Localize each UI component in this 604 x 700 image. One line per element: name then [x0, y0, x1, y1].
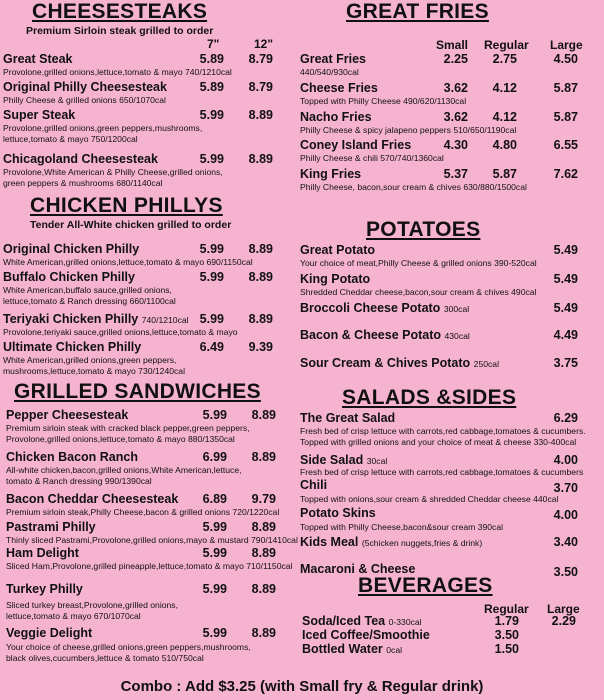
price-regular: 1.50 — [494, 642, 519, 656]
item-name — [300, 535, 482, 549]
item-description: Sliced turkey breast,Provolone,grilled onions, — [6, 600, 178, 610]
item-name: Pepper Cheesesteak — [6, 408, 129, 422]
price-12in: 8.89 — [248, 312, 273, 326]
item-description: Premium sirloin steak,Philly Cheese,bacon & grilled onions 720/1220cal — [6, 507, 280, 517]
item-name-text: Side Salad — [300, 453, 364, 467]
item-description: Shredded Cheddar cheese,bacon,sour cream & chives 490cal — [300, 287, 537, 297]
item-name: Ham Delight — [6, 546, 79, 560]
item-name: Chicagoland Cheesesteak — [3, 152, 158, 166]
size-header-7in: 7" — [207, 37, 220, 51]
price-large: 6.55 — [553, 138, 578, 152]
price-7in: 5.99 — [202, 582, 227, 596]
price-12in: 8.89 — [251, 520, 276, 534]
item-name — [3, 312, 189, 326]
price-7in: 5.99 — [202, 546, 227, 560]
price-regular: 2.75 — [492, 52, 517, 66]
item-name: Turkey Philly — [6, 582, 83, 596]
item-calories: 430cal — [444, 331, 470, 341]
price: 5.49 — [553, 301, 578, 315]
price-large: 7.62 — [553, 167, 578, 181]
price-7in: 5.99 — [199, 242, 224, 256]
item-description: 440/540/930cal — [300, 67, 359, 77]
price-7in: 5.99 — [202, 408, 227, 422]
salads-sides-title: SALADS &SIDES — [342, 386, 517, 409]
price-12in: 8.89 — [248, 108, 273, 122]
item-name-text: Bacon & Cheese Potato — [300, 328, 442, 342]
item-description: lettuce,tomato & mayo 750/1200cal — [3, 134, 138, 144]
price: 3.75 — [553, 356, 578, 370]
item-description: Provolone,teriyaki sauce,grilled onions,lettuce,tomato & mayo — [3, 327, 238, 337]
combo-offer: Combo : Add $3.25 (with Small fry & Regular drink) — [120, 678, 484, 695]
size-header-12in: 12" — [254, 37, 274, 51]
price-12in: 9.79 — [251, 492, 276, 506]
item-description: White American,grilled onions,green peppers, — [3, 355, 177, 365]
item-description: Provolone,grilled onions,lettuce,tomato & mayo 880/1350cal — [6, 434, 235, 444]
grilled-sandwiches-title: GRILLED SANDWICHES — [14, 380, 261, 403]
price-7in: 5.99 — [199, 152, 224, 166]
item-description: lettuce,tomato & Ranch dressing 660/1100cal — [3, 296, 176, 306]
price-7in: 6.99 — [202, 450, 227, 464]
size-header-large: Large — [547, 602, 580, 616]
price-large: 5.87 — [553, 81, 578, 95]
item-name-text: Sour Cream & Chives Potato — [300, 356, 471, 370]
item-description: Philly Cheese & grilled onions 650/1070cal — [3, 95, 166, 105]
item-name-text: Kids Meal — [300, 535, 359, 549]
item-description: lettuce,tomato & mayo 670/1070cal — [6, 611, 141, 621]
price-large: 2.29 — [551, 614, 576, 628]
item-name: Great Potato — [300, 243, 376, 257]
price-regular: 4.80 — [492, 138, 517, 152]
item-description: Sliced Ham,Provolone,grilled pineapple,lettuce,tomato & mayo 710/1150cal — [6, 561, 293, 571]
chicken-phillys-title: CHICKEN PHILLYS — [30, 194, 223, 217]
item-name: King Fries — [300, 167, 362, 181]
item-name-text: Soda/Iced Tea — [302, 614, 386, 628]
item-description: White American,grilled onions,lettuce,tomato & mayo 690/1150cal — [3, 257, 253, 267]
item-description: mushrooms,lettuce,tomato & mayo 730/1240cal — [3, 366, 185, 376]
item-description: tomato & Ranch dressing 990/1390cal — [6, 476, 152, 486]
item-calories: 0-330cal — [388, 617, 422, 627]
item-name: Ultimate Chicken Philly — [3, 340, 142, 354]
potatoes-title: POTATOES — [366, 218, 481, 241]
price: 4.00 — [553, 508, 578, 522]
price-7in: 5.99 — [199, 312, 224, 326]
price-12in: 8.89 — [251, 546, 276, 560]
item-description: Your choice of cheese,grilled onions,green peppers,mushrooms, — [6, 642, 251, 652]
price-12in: 8.89 — [251, 450, 276, 464]
item-name: Super Steak — [3, 108, 76, 122]
item-name — [300, 356, 499, 370]
item-name: Iced Coffee/Smoothie — [302, 628, 430, 642]
size-header-small: Small — [436, 38, 469, 52]
price-regular: 5.87 — [492, 167, 517, 181]
item-description: Topped with Philly Cheese,bacon&sour cream 390cal — [300, 522, 504, 532]
price-12in: 8.89 — [248, 152, 273, 166]
price-7in: 5.89 — [199, 52, 224, 66]
price-regular: 4.12 — [492, 110, 517, 124]
item-name — [300, 301, 469, 315]
item-description: Your choice of meat,Philly Cheese & grilled onions 390-520cal — [300, 258, 537, 268]
item-name: King Potato — [300, 272, 371, 286]
item-name — [302, 614, 422, 628]
item-name-text: Teriyaki Chicken Philly — [3, 312, 139, 326]
size-header-regular: Regular — [484, 602, 529, 616]
item-name: Bacon Cheddar Cheesesteak — [6, 492, 179, 506]
item-name — [300, 453, 387, 467]
item-name: Great Fries — [300, 52, 367, 66]
item-calories: 740/1210cal — [141, 315, 189, 325]
price-small: 3.62 — [443, 110, 468, 124]
item-name — [300, 328, 470, 342]
item-name-text: Broccoli Cheese Potato — [300, 301, 441, 315]
item-description: Philly Cheese, bacon,sour cream & chives 630/880/1500cal — [300, 182, 527, 192]
beverages-title: BEVERAGES — [358, 574, 493, 597]
price-12in: 8.89 — [251, 408, 276, 422]
item-calories: 0cal — [386, 645, 403, 655]
item-description: Philly Cheese & chili 570/740/1360cal — [300, 153, 444, 163]
price-7in: 5.99 — [199, 270, 224, 284]
item-name: Nacho Fries — [300, 110, 372, 124]
item-description: Fresh bed of crisp lettuce with carrots,red cabbage,tomatoes & cucumbers. — [300, 426, 586, 436]
price: 3.50 — [553, 565, 578, 579]
price-12in: 8.89 — [248, 270, 273, 284]
price: 4.00 — [553, 453, 578, 467]
price: 3.70 — [553, 481, 578, 495]
item-calories: 300cal — [443, 304, 470, 314]
price-12in: 8.79 — [248, 80, 273, 94]
price-12in: 8.89 — [251, 582, 276, 596]
item-description: Provolone,grilled onions,lettuce,tomato & mayo 740/1210cal — [3, 67, 232, 77]
price: 3.40 — [553, 535, 578, 549]
size-header-large: Large — [550, 38, 583, 52]
price-large: 4.50 — [553, 52, 578, 66]
item-description: White American,buffalo sauce,grilled onions, — [3, 285, 172, 295]
price-small: 4.30 — [443, 138, 468, 152]
price: 6.29 — [553, 411, 578, 425]
price-7in: 5.99 — [202, 626, 227, 640]
price-12in: 8.79 — [248, 52, 273, 66]
item-description: Topped with onions,sour cream & shredded Cheddar cheese 440cal — [300, 494, 559, 504]
item-description: green peppers & mushrooms 680/1140cal — [3, 178, 163, 188]
item-description: Topped with grilled onions and your choice of meat & cheese 330-400cal — [300, 437, 577, 447]
price-regular: 1.79 — [494, 614, 519, 628]
price-7in: 6.89 — [202, 492, 227, 506]
item-calories: 30cal — [366, 456, 388, 466]
price-7in: 5.99 — [199, 108, 224, 122]
item-name: Macaroni & Cheese — [300, 562, 416, 576]
item-description: Thinly sliced Pastrami,Provolone,grilled onions,mayo & mustard 790/1410cal — [6, 535, 298, 545]
item-description: Premium sirloin steak with cracked black pepper,green peppers, — [6, 423, 250, 433]
item-description: black olives,cucumbers,lettuce & tomato 510/750cal — [6, 653, 204, 663]
price-regular: 3.50 — [494, 628, 519, 642]
size-header-regular: Regular — [484, 38, 529, 52]
item-name: Veggie Delight — [6, 626, 93, 640]
item-description: Provolone,grilled onions,green peppers,mushrooms, — [3, 123, 203, 133]
price: 5.49 — [553, 272, 578, 286]
price: 5.49 — [553, 243, 578, 257]
item-name — [302, 642, 402, 656]
price-small: 2.25 — [443, 52, 468, 66]
price-regular: 4.12 — [492, 81, 517, 95]
item-name: Cheese Fries — [300, 81, 378, 95]
price-7in: 5.89 — [199, 80, 224, 94]
cheesesteaks-title: CHEESESTEAKS — [32, 0, 208, 23]
price-large: 5.87 — [553, 110, 578, 124]
item-name: Original Chicken Philly — [3, 242, 140, 256]
item-calories: 250cal — [473, 359, 499, 369]
item-name: Pastrami Philly — [6, 520, 96, 534]
item-name: The Great Salad — [300, 411, 396, 425]
cheesesteaks-subtitle: Premium Sirloin steak grilled to order — [26, 25, 214, 37]
price-small: 3.62 — [443, 81, 468, 95]
item-description: All-white chicken,bacon,grilled onions,White American,lettuce, — [6, 465, 242, 475]
item-calories: (5chicken nuggets,fries & drink) — [361, 538, 483, 548]
price-7in: 5.99 — [202, 520, 227, 534]
price-7in: 6.49 — [199, 340, 224, 354]
price-12in: 8.89 — [248, 242, 273, 256]
item-name-text: Bottled Water — [302, 642, 383, 656]
price-small: 5.37 — [443, 167, 468, 181]
item-name: Chili — [300, 478, 328, 492]
item-name: Chicken Bacon Ranch — [6, 450, 138, 464]
item-description: Topped with Philly Cheese 490/620/1130cal — [300, 96, 467, 106]
item-name: Potato Skins — [300, 506, 376, 520]
great-fries-title: GREAT FRIES — [346, 0, 489, 23]
price: 4.49 — [553, 328, 578, 342]
item-description: Fresh bed of crisp lettuce with carrots,red cabbage,tomatoes & cucumbers — [300, 467, 584, 477]
item-name: Buffalo Chicken Philly — [3, 270, 135, 284]
item-description: Provolone,White American & Philly Cheese,grilled onions, — [3, 167, 223, 177]
price-12in: 8.89 — [251, 626, 276, 640]
item-name: Great Steak — [3, 52, 73, 66]
item-name: Coney Island Fries — [300, 138, 412, 152]
item-description: Philly Cheese & spicy jalapeno peppers 510/650/1190cal — [300, 125, 517, 135]
chicken-phillys-subtitle: Tender All-White chicken grilled to order — [30, 219, 232, 231]
price-12in: 9.39 — [248, 340, 273, 354]
item-name: Original Philly Cheesesteak — [3, 80, 167, 94]
